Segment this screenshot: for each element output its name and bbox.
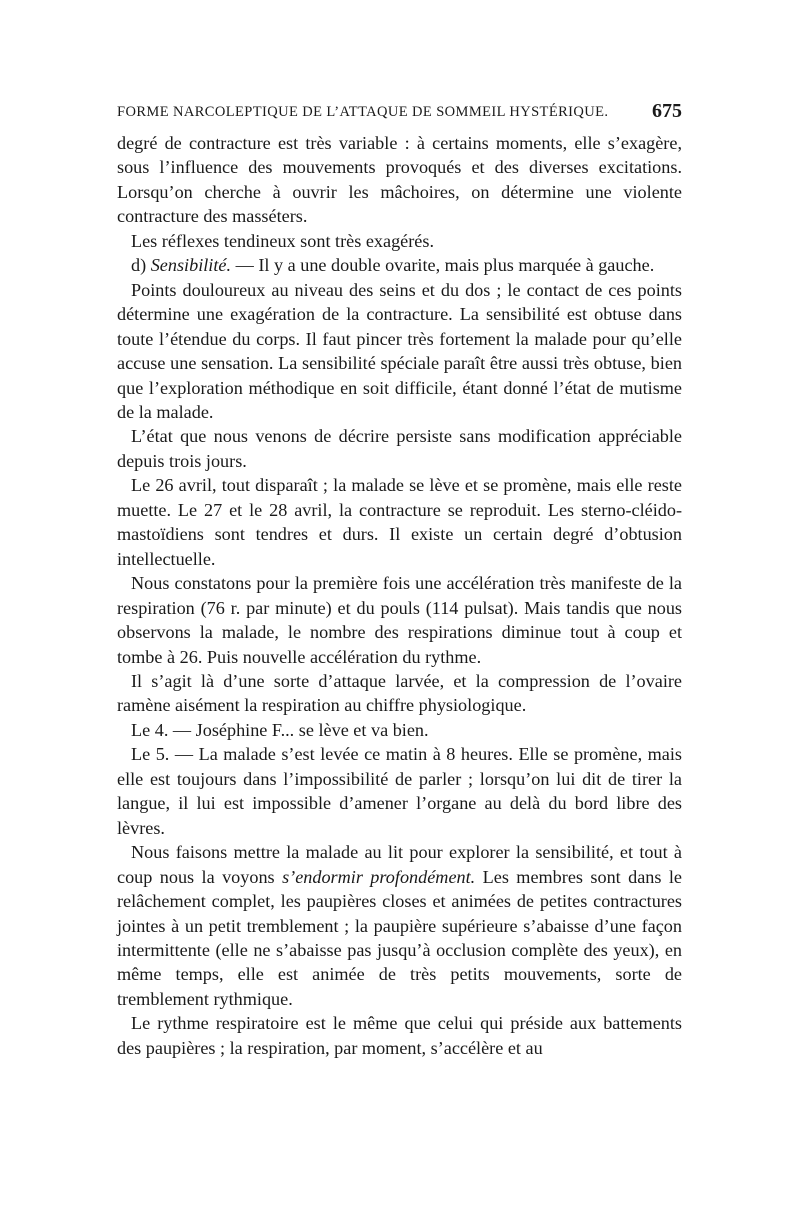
paragraph-le-5: Le 5. — La malade s’est levée ce matin à 8 heures. Elle se promène, mais elle est toujours dans l’impossibilité de parler ; lorsqu’on lui dit de tirer la langue, il lui est impossible d’amener l’organe au delà du bord libre des lèvres. [117, 744, 682, 838]
paragraph-points-douloureux: Points douloureux au niveau des seins et du dos ; le contact de ces points détermine une exagération de la contracture. La sensibilité est obtuse dans toute l’étendue du corps. Il faut pincer très fortement la malade pour qu’elle accuse une sensation. La sensibilité spéciale paraît être aussi très obtuse, bien que l’exploration méthodique en soit difficile, étant donné l’état de mutisme de la malade. [117, 279, 682, 422]
paragraph-sensibilite [117, 253, 682, 277]
running-title: FORME NARCOLEPTIQUE DE L’ATTAQUE DE SOMMEIL HYSTÉRIQUE. [117, 104, 609, 120]
running-header [117, 100, 682, 126]
page-number: 675 [652, 100, 682, 122]
section-heading: Sensibilité. [150, 255, 232, 276]
paragraph-endormir-tail: Les membres sont dans le relâchement complet, les paupières closes et animées de petites contractures jointes à un petit tremblement ; la paupière supérieure s’abaisse d’une façon intermittente (elle ne s’abaisse pas jusqu’à occlusion complète des yeux), en même temps, elle est animée de très petits mouvements, sorte de tremblement rythmique. [117, 866, 683, 1009]
section-text: — Il y a une double ovarite, mais plus marquée à gauche. [231, 255, 655, 276]
paragraph-endormir-start: Nous faisons mettre la malade au lit pour explorer la sensibilité, et tout à coup nous la voyons [117, 842, 682, 887]
paragraph-attaque-larvee: Il s’agit là d’une sorte d’attaque larvée, et la compression de l’ovaire ramène aisément la respiration au chiffre physiologique. [117, 670, 682, 716]
section-letter: d) [131, 255, 151, 276]
paragraph-le-4: Le 4. — Joséphine F... se lève et va bien. [131, 719, 429, 740]
paragraph-acceleration: Nous constatons pour la première fois une accélération très manifeste de la respiration (76 r. par minute) et du pouls (114 pulsat). Mais tandis que nous observons la malade, le nombre des respirations diminue tout à coup et tombe à 26. Puis nouvelle accélération du rythme. [117, 573, 682, 667]
body-text [117, 131, 682, 1060]
paragraph-endormir-emphasis: s’endormir profondément. [282, 866, 476, 887]
paragraph-26-avril: Le 26 avril, tout disparaît ; la malade se lève et se promène, mais elle reste muette. Le 27 et le 28 avril, la contracture se reproduit. Les sterno-cléido-mastoïdiens sont tendres et durs. Il existe un certain degré d’obtusion intellectuelle. [117, 475, 682, 569]
paragraph-endormir [117, 840, 682, 1011]
paragraph-reflexes: Les réflexes tendineux sont très exagérés. [131, 230, 435, 251]
paragraph-etat: L’état que nous venons de décrire persiste sans modification appréciable depuis trois jours. [117, 426, 682, 471]
paragraph-rythme: Le rythme respiratoire est le même que celui qui préside aux battements des paupières ; la respiration, par moment, s’accélère et au [117, 1013, 682, 1058]
paragraph-contracture: degré de contracture est très variable : à certains moments, elle s’exagère, sous l’influence des mouvements provoqués et des diverses excitations. Lorsqu’on cherche à ouvrir les mâchoires, on détermine une violente contracture des masséters. [117, 133, 682, 227]
